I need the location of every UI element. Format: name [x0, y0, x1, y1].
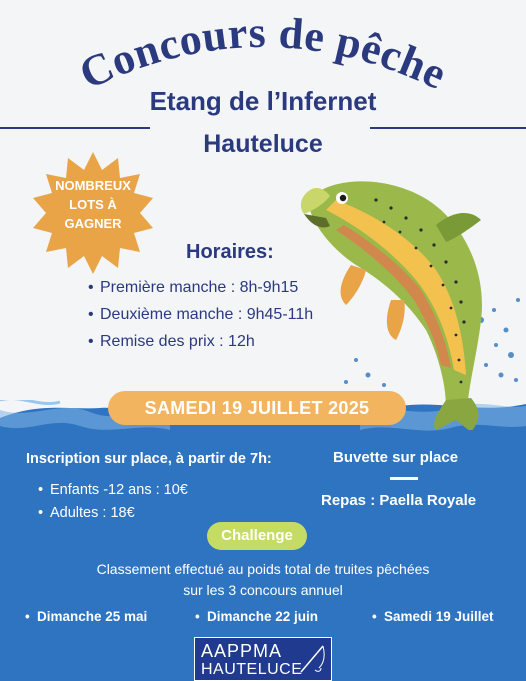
challenge-date: • Dimanche 22 juin	[195, 609, 319, 624]
divider-right	[370, 127, 526, 129]
logo-line1: AAPPMA	[201, 641, 283, 661]
date-text: Samedi 19 Juillet	[384, 609, 494, 624]
title-text: Concours de pêche	[72, 7, 455, 99]
badge-line: LOTS À	[69, 197, 117, 212]
list-item: • Adultes : 18€	[38, 505, 135, 521]
list-item: • Remise des prix : 12h	[88, 333, 255, 350]
schedule-list	[88, 279, 313, 360]
schedule-item: Remise des prix : 12h	[100, 333, 255, 350]
date-text: Dimanche 25 mai	[37, 609, 148, 624]
challenge-description: Classement effectué au poids total de truites pêchées	[96, 561, 430, 577]
date-banner: SAMEDI 19 JUILLET 2025	[108, 391, 406, 425]
subtitle: Etang de l’Infernet	[149, 86, 377, 116]
fishing-rod-icon	[299, 644, 327, 674]
repas-text: Repas : Paella Royale	[321, 492, 477, 509]
badge-line: NOMBREUX	[55, 178, 131, 193]
schedule-item: Première manche : 8h-9h15	[100, 279, 299, 296]
schedule-title: Horaires:	[186, 241, 274, 263]
divider	[390, 477, 418, 480]
challenge-date: • Samedi 19 Juillet	[372, 609, 494, 624]
challenge-description: sur les 3 concours annuel	[183, 582, 343, 598]
list-item: • Enfants -12 ans : 10€	[38, 482, 188, 498]
schedule-item: Deuxième manche : 9h45-11h	[100, 306, 314, 323]
date-text: Dimanche 22 juin	[207, 609, 319, 624]
location: Hauteluce	[203, 130, 323, 158]
price-item: Adultes : 18€	[50, 505, 135, 521]
list-item: • Première manche : 8h-9h15	[88, 279, 299, 296]
logo-line2: HAUTELUCE	[201, 661, 303, 678]
challenge-badge: Challenge	[207, 522, 307, 550]
challenge-date: • Dimanche 25 mai	[25, 609, 148, 624]
buvette-text: Buvette sur place	[333, 449, 459, 466]
price-list	[38, 482, 188, 528]
badge-line: GAGNER	[64, 216, 122, 231]
divider-left	[0, 127, 150, 129]
list-item: • Deuxième manche : 9h45-11h	[88, 306, 314, 323]
aappma-logo	[194, 637, 332, 681]
price-item: Enfants -12 ans : 10€	[50, 482, 188, 498]
registration-title: Inscription sur place, à partir de 7h:	[26, 451, 272, 467]
badge-text	[30, 176, 156, 233]
